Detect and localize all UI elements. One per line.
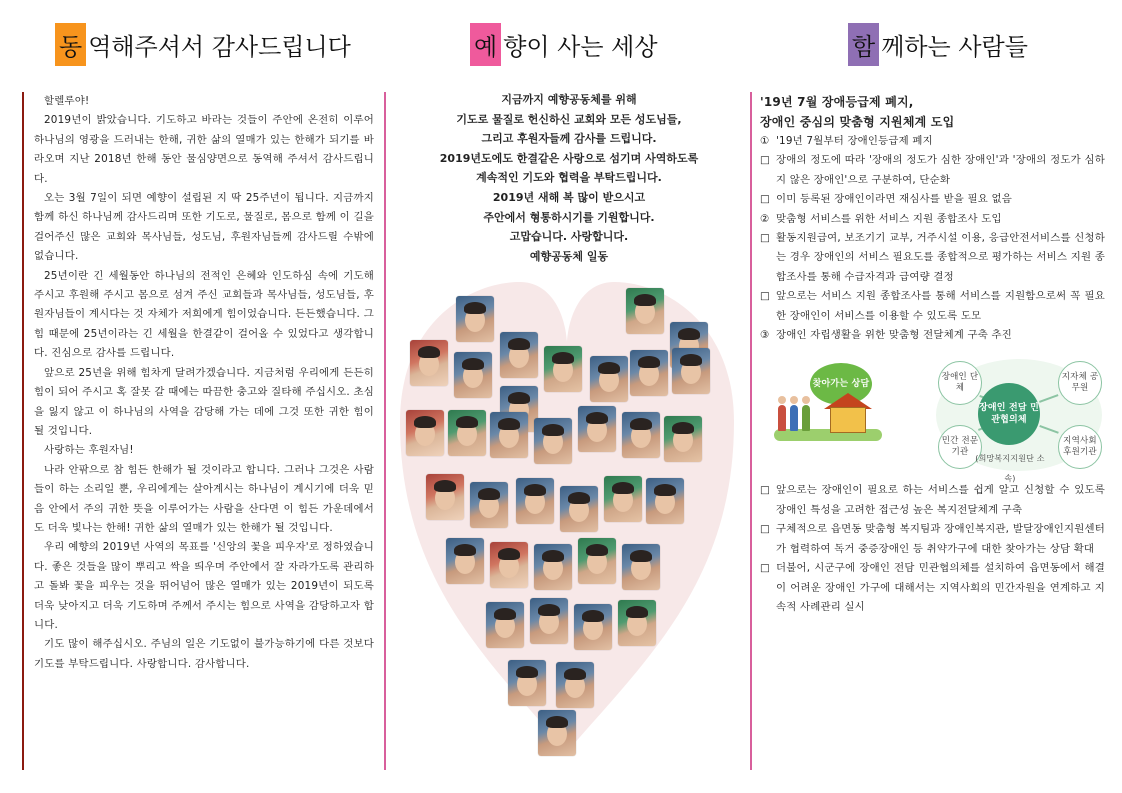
item-text: 장애인 자립생활을 위한 맞춤형 전달체계 구축 추진: [776, 329, 1012, 342]
network-node: 지자체 공무원: [1058, 361, 1102, 405]
member-photo: [454, 352, 492, 398]
policy-item: [760, 210, 1105, 229]
letter-paragraph: 2019년이 밝았습니다. 기도하고 바라는 것들이 주안에 온전히 이루어 하나님의 영광을 드러내는 한해, 귀한 삶의 열매가 있는 한해가 되기를 바라오며 지난 2018년 한해 동안 물심양면으로 동역해 주셔서 감사드립니다.: [34, 114, 374, 185]
council-center-node: 장애인 전담 민관협의체: [978, 383, 1040, 445]
member-photo: [626, 288, 664, 334]
visiting-consult-bubble: 찾아가는 상담: [810, 363, 872, 405]
item-marker: ③: [760, 329, 770, 342]
header-left: [55, 18, 351, 70]
member-photo: [604, 476, 642, 522]
message-line: 그리고 후원자들께 감사를 드립니다.: [481, 132, 657, 146]
header-right-text: 께하는 사람들: [881, 32, 1028, 61]
header-middle-text: 향이 사는 세상: [503, 32, 658, 61]
member-photo: [426, 474, 464, 520]
member-photo: [534, 418, 572, 464]
member-photo: [530, 598, 568, 644]
member-photo: [410, 340, 448, 386]
member-photo: [664, 416, 702, 462]
person-icon: [802, 405, 810, 431]
diagram-caption: (희망복지지원단 소속): [975, 454, 1045, 483]
message-line: 기도로 물질로 헌신하신 교회와 모든 성도님들,: [456, 112, 682, 126]
member-photo: [446, 538, 484, 584]
letter-paragraph: 사랑하는 후원자님!: [44, 444, 134, 457]
policy-item: [760, 132, 1105, 151]
member-photo: [590, 356, 628, 402]
column-divider: [384, 92, 386, 770]
column-divider: [750, 92, 752, 770]
delivery-system-diagram: [760, 355, 1105, 483]
message-line: 계속적인 기도와 협력을 부탁드립니다.: [476, 171, 662, 185]
item-marker: ②: [760, 212, 770, 225]
message-line: 2019년 새해 복 많이 받으시고: [492, 190, 646, 204]
message-line: 주안에서 형통하시기를 기원합니다.: [483, 210, 655, 224]
header-left-initial: 동: [55, 23, 86, 66]
message-line: 지금까지 예향공동체를 위해: [501, 93, 637, 106]
member-photo: [406, 410, 444, 456]
letter-paragraph: 할렐루야!: [44, 95, 90, 107]
policy-title-line: 장애인 중심의 맞춤형 지원체계 도입: [760, 115, 955, 129]
member-photo: [630, 350, 668, 396]
member-photo: [560, 486, 598, 532]
item-marker: □: [760, 290, 771, 303]
item-marker: □: [760, 562, 771, 575]
item-text: 장애의 정도에 따라 '장애의 정도가 심한 장애인'과 '장애의 정도가 심하지 않은 장애인'으로 구분하여, 단순화: [776, 154, 1105, 186]
member-photo: [544, 346, 582, 392]
member-photo: [490, 542, 528, 588]
member-photo: [618, 600, 656, 646]
left-column-letter: [22, 92, 374, 770]
letter-paragraph: 앞으로 25년을 위해 힘차게 달려가겠습니다. 지금처럼 우리에게 든든히 힘이 되어 주시고 혹 잘못 갈 때에는 따끔한 충고와 질타해 주십시오. 초심을 잃지 않고 이 하나님의 사역을 감당해 가는 데에 그것 또한 귀한 힘이 될 것입니다.: [34, 366, 374, 437]
network-node: 지역사회 후원기관: [1058, 425, 1102, 469]
item-marker: □: [760, 232, 771, 245]
policy-item: [760, 326, 1105, 345]
thanks-message: [404, 90, 734, 266]
member-photo: [672, 348, 710, 394]
header-right: [848, 18, 1028, 70]
item-text: 맞춤형 서비스를 위한 서비스 지원 종합조사 도입: [776, 212, 1002, 225]
person-icon: [790, 405, 798, 431]
header-middle: [470, 18, 658, 70]
item-marker: □: [760, 523, 771, 536]
item-marker: □: [760, 484, 771, 497]
policy-item: [760, 481, 1105, 520]
member-photo: [486, 602, 524, 648]
network-node: 민간 전문기관: [938, 425, 982, 469]
item-text: 앞으로는 장애인이 필요로 하는 서비스를 쉽게 알고 신청할 수 있도록 장애인 특성을 고려한 접근성 높은 복지전달체계 구축: [776, 484, 1105, 516]
member-photo: [448, 410, 486, 456]
member-photo: [622, 412, 660, 458]
policy-item: [760, 151, 1105, 190]
policy-item: [760, 229, 1105, 287]
item-text: 활동지원급여, 보조기기 교부, 거주시설 이용, 응급안전서비스를 신청하는 경우 장애인의 서비스 필요도를 종합적으로 평가하는 서비스 지원 종합조사를 통해 수급자격과 급여량 결정: [776, 232, 1105, 283]
house-icon: [830, 407, 866, 433]
person-icon: [778, 405, 786, 431]
item-marker: ①: [760, 135, 770, 147]
member-photo: [534, 544, 572, 590]
message-signature: 예향공동체 일동: [529, 249, 609, 263]
member-photo: [500, 332, 538, 378]
item-marker: □: [760, 154, 771, 167]
policy-item: [760, 287, 1105, 326]
member-photo: [646, 478, 684, 524]
header-left-text: 역해주셔서 감사드립니다: [88, 32, 351, 61]
policy-item: [760, 559, 1105, 617]
member-photo: [622, 544, 660, 590]
item-text: '19년 7월부터 장애인등급제 폐지: [776, 135, 933, 147]
letter-paragraph: 25년이란 긴 세월동안 하나님의 전적인 은혜와 인도하심 속에 기도해 주시고 후원해 주시고 몸으로 섬겨 주신 교회들과 목사님들, 성도님들, 후원자님들이 계시다는 것 자체가 저희에게 힘이었습니다. 든든했습니다. 그 힘 때문에 25년이라는 긴 세월을 한결같이 걸어올 수 있었다고 생각합니다. 진심으로 감사를 드립니다.: [34, 269, 374, 360]
policy-item: [760, 520, 1105, 559]
policy-item: [760, 190, 1105, 209]
right-column-policy: [760, 92, 1105, 617]
policy-title-line: '19년 7월 장애등급제 폐지,: [760, 95, 914, 109]
item-text: 더불어, 시군구에 장애인 전담 민관협의체를 설치하여 읍면동에서 해결이 어려운 장애인 가구에 대해서는 지역사회의 민간자원을 연계하고 지속적 사례관리 실시: [776, 562, 1105, 613]
member-photo: [574, 604, 612, 650]
heart-photo-collage: [400, 282, 734, 762]
member-photo: [490, 412, 528, 458]
member-photo: [578, 538, 616, 584]
member-photo: [578, 406, 616, 452]
header-right-initial: 함: [848, 23, 879, 66]
item-text: 앞으로는 서비스 지원 종합조사를 통해 서비스를 지원함으로써 꼭 필요한 장애인이 서비스를 이용할 수 있도록 도모: [776, 290, 1105, 322]
letter-paragraph: 오는 3월 7일이 되면 예향이 설립된 지 딱 25주년이 됩니다. 지금까지 함께 하신 하나님께 감사드리며 또한 기도로, 물질로, 몸으로 함께 이 길을 걸어주신 많은 교회와 목사님들, 성도님, 후원자님들께 감사드릴 수밖에 없습니다.: [34, 192, 374, 263]
item-text: 구체적으로 읍면동 맞춤형 복지팀과 장애인복지관, 발달장애인지원센터가 협력하여 독거 중증장애인 등 취약가구에 대한 찾아가는 상담 확대: [776, 523, 1105, 555]
item-marker: □: [760, 193, 771, 206]
item-text: 이미 등록된 장애인이라면 재심사를 받을 필요 없음: [776, 193, 1012, 206]
message-line: 2019년도에도 한결같은 사랑으로 섬기며 사역하도록: [439, 151, 699, 165]
member-photo: [456, 296, 494, 342]
header-middle-initial: 예: [470, 23, 501, 66]
letter-paragraph: 우리 예향의 2019년 사역의 목표를 '신앙의 꽃을 피우자'로 정하였습니다. 좋은 것들을 많이 뿌리고 싹을 띄우며 주안에서 잘 자라가도록 관리하고 돌봐 꽃을 피우는 것을 뛰어넘어 많은 열매가 있는 2019년이 되도록 더욱 낮아지고 더욱 기도하며 주께서 주시는 힘으로 사역을 감당하고자 합니다.: [34, 541, 374, 631]
letter-paragraph: 기도 많이 해주십시오. 주님의 일은 기도없이 불가능하기에 다른 것보다 기도를 부탁드립니다. 사랑합니다. 감사합니다.: [34, 638, 374, 670]
member-photo: [516, 478, 554, 524]
member-photo: [538, 710, 576, 756]
member-photo: [470, 482, 508, 528]
message-line: 고맙습니다. 사랑합니다.: [509, 230, 629, 244]
network-node: 장애인 단체: [938, 361, 982, 405]
member-photo: [556, 662, 594, 708]
member-photo: [508, 660, 546, 706]
letter-paragraph: 나라 안팎으로 참 힘든 한해가 될 것이라고 합니다. 그러나 그것은 사람들이 하는 소리일 뿐, 우리에게는 살아계시는 하나님이 계시기에 더욱 믿음 안에서 주의 귀한 뜻을 이루어가는 사람을 산다면 이 힘든 가운데에서도 더욱 빛나는 한해! 귀한 삶의 열매가 있는 한해가 될 것입니다.: [34, 463, 374, 534]
